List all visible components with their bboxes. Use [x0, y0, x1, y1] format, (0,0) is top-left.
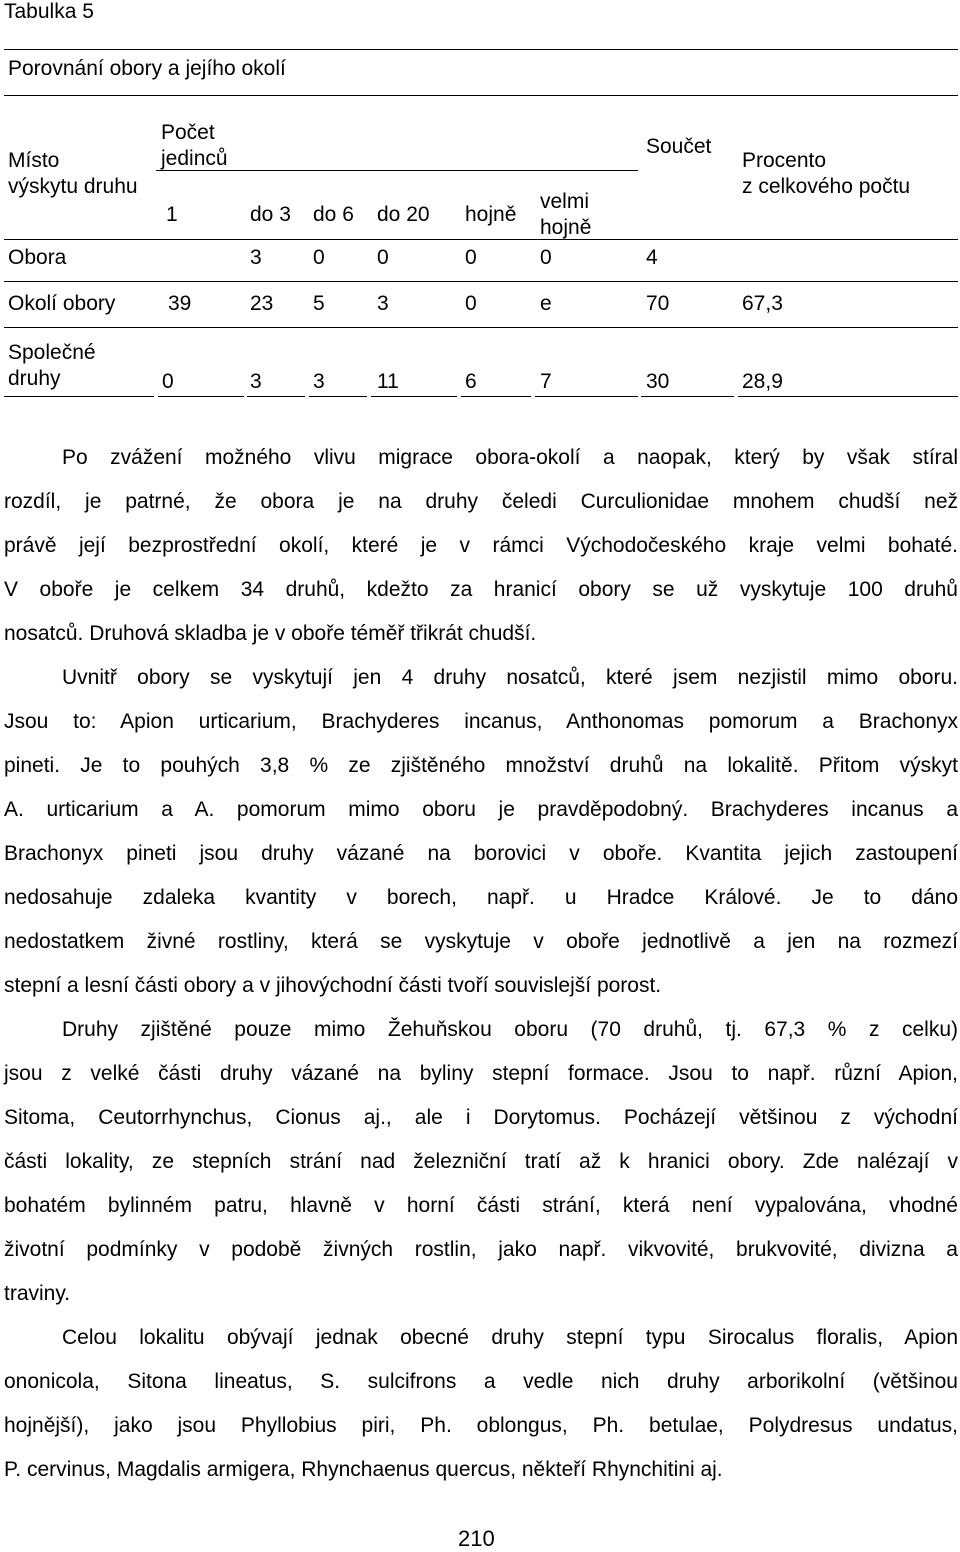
- table-cell: 3: [313, 370, 325, 393]
- text-line: Druhy zjištěné pouze mimo Žehuňskou oboru (70 druhů, tj. 67,3 % z celku): [62, 1018, 958, 1041]
- table-cell: 23: [250, 292, 274, 315]
- text-line: právě její bezprostřední okolí, které je v rámci Východočeského kraje velmi bohaté.: [4, 534, 958, 557]
- row-obora-label: Obora: [8, 246, 67, 269]
- text-line: traviny.: [4, 1282, 71, 1305]
- text-line: nedostatkem živné rostliny, která se vyskytuje v oboře jednotlivě a jen na rozmezí: [4, 930, 958, 953]
- text-line: V oboře je celkem 34 druhů, kdežto za hranicí obory se už vyskytuje 100 druhů: [4, 578, 958, 601]
- table-caption: Tabulka 5: [4, 0, 94, 23]
- text-line: životní podmínky v podobě živných rostlin, jako např. vikvovité, brukvovité, divizna a: [4, 1238, 958, 1261]
- text-line: ononicola, Sitona lineatus, S. sulcifrons a vedle nich druhy arborikolní (většinou: [4, 1370, 958, 1393]
- text-line: jsou z velké části druhy vázané na byliny stepní formace. Jsou to např. různí Apion,: [4, 1062, 958, 1085]
- text-line: nosatců. Druhová skladba je v oboře téměř třikrát chudší.: [4, 622, 537, 645]
- header-place-line2: výskytu druhu: [8, 175, 138, 198]
- header-count-rule: [156, 170, 638, 171]
- table-cell: 0: [313, 246, 325, 269]
- text-line: A. urticarium a A. pomorum mimo oboru je pravděpodobný. Brachyderes incanus a: [4, 798, 958, 821]
- header-col-hojne: hojně: [465, 203, 517, 226]
- text-line: části lokality, ze stepních strání nad železniční tratí až k hranici obory. Zde nalézají v: [4, 1150, 958, 1173]
- table-bottom-rule: [641, 396, 734, 397]
- table-cell: 0: [162, 370, 174, 393]
- header-percent-line1: Procento: [742, 149, 827, 172]
- table-cell: 30: [646, 370, 670, 393]
- text-line: rozdíl, je patrné, že obora je na druhy čeledi Curculionidae mnohem chudší než: [4, 490, 958, 513]
- row-spolecne-label-line1: Společné: [8, 341, 96, 364]
- table-bottom-rule: [738, 396, 958, 397]
- row-spolecne-label-line2: druhy: [8, 367, 61, 390]
- table-cell: 39: [168, 292, 192, 315]
- row-okoli-label: Okolí obory: [8, 292, 116, 315]
- table-title: Porovnání obory a jejího okolí: [8, 57, 286, 80]
- header-col-do20: do 20: [377, 203, 430, 226]
- text-line: P. cervinus, Magdalis armigera, Rhynchaenus quercus, někteří Rhynchitini aj.: [4, 1458, 723, 1481]
- table-cell: 7: [540, 370, 552, 393]
- table-cell: 3: [250, 246, 262, 269]
- text-line: Celou lokalitu obývají jednak obecné druhy stepní typu Sirocalus floralis, Apion: [62, 1326, 958, 1349]
- text-line: Brachonyx pineti jsou druhy vázané na borovici v oboře. Kvantita jejich zastoupení: [4, 842, 958, 865]
- table-bottom-rule: [371, 396, 457, 397]
- table-cell: 6: [465, 370, 477, 393]
- text-line: Po zvážení možného vlivu migrace obora-okolí a naopak, který by však stíral: [62, 446, 958, 469]
- header-bottom-rule: [4, 239, 958, 240]
- table-top-rule: [4, 49, 958, 50]
- text-line: Uvnitř obory se vyskytují jen 4 druhy nosatců, které jsem nezjistil mimo oboru.: [62, 666, 958, 689]
- table-cell: 3: [250, 370, 262, 393]
- header-percent-line2: z celkového počtu: [742, 175, 911, 198]
- header-col-do3: do 3: [250, 203, 291, 226]
- body-text: [4, 436, 958, 1492]
- table-cell: 0: [465, 246, 477, 269]
- header-col-1: 1: [166, 203, 178, 226]
- table-bottom-rule: [535, 396, 638, 397]
- header-place-line1: Místo: [8, 149, 60, 172]
- header-count-line2: jedinců: [161, 147, 228, 170]
- table-cell: e: [540, 292, 552, 315]
- header-count-line1: Počet: [161, 121, 215, 144]
- table-cell: 4: [646, 246, 658, 269]
- header-sum: Součet: [646, 135, 712, 158]
- text-line: stepní a lesní části obory a v jihovýchodní části tvoří souvislejší porost.: [4, 974, 662, 997]
- table-cell: 0: [540, 246, 552, 269]
- table-cell: 3: [377, 292, 389, 315]
- table-bottom-rule: [461, 396, 531, 397]
- text-line: Sitoma, Ceutorrhynchus, Cionus aj., ale i Dorytomus. Pocházejí většinou z východní: [4, 1106, 958, 1129]
- table-cell: 67,3: [742, 292, 783, 315]
- table-bottom-rule: [247, 396, 305, 397]
- table-cell: 5: [313, 292, 325, 315]
- text-line: bohatém bylinném patru, hlavně v horní části strání, která není vypalována, vhodné: [4, 1194, 958, 1217]
- table-bottom-rule: [309, 396, 367, 397]
- table-cell: 70: [646, 292, 670, 315]
- table-cell: 28,9: [742, 370, 783, 393]
- row-rule: [4, 281, 958, 282]
- page-number: 210: [458, 1526, 495, 1551]
- table-title-rule: [4, 95, 958, 96]
- table-cell: 0: [377, 246, 389, 269]
- text-line: pineti. Je to pouhých 3,8 % ze zjištěného množství druhů na lokalitě. Přitom výskyt: [4, 754, 958, 777]
- table-cell: 0: [465, 292, 477, 315]
- header-col-velmi-hojne: hojně: [540, 216, 592, 239]
- table-bottom-rule: [158, 396, 244, 397]
- header-col-velmi: velmi: [540, 190, 590, 213]
- text-line: Jsou to: Apion urticarium, Brachyderes incanus, Anthonomas pomorum a Brachonyx: [4, 710, 958, 733]
- text-line: nedosahuje zdaleka kvantity v borech, např. u Hradce Králové. Je to dáno: [4, 886, 958, 909]
- header-col-do6: do 6: [313, 203, 354, 226]
- row-rule: [4, 327, 958, 328]
- table-bottom-rule: [4, 396, 154, 397]
- table-cell: 11: [377, 370, 399, 393]
- text-line: hojnější), jako jsou Phyllobius piri, Ph. oblongus, Ph. betulae, Polydresus undatus,: [4, 1414, 958, 1437]
